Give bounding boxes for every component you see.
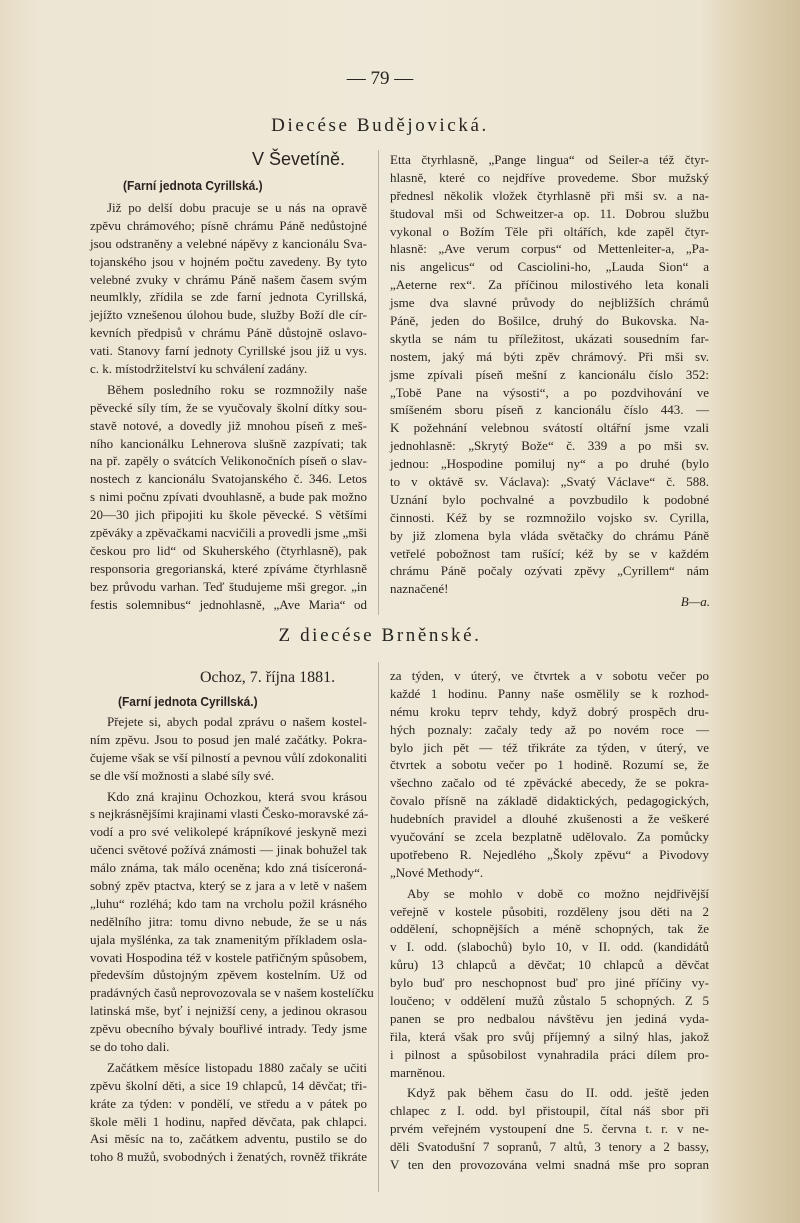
text-line: chlapec z I. odd. byl přistoupil, čítal náš sbor při <box>390 1103 709 1119</box>
text-line: bylo buď pro neschopnost buď pro jiné příčiny vy- <box>390 975 709 991</box>
paragraph <box>390 1084 709 1173</box>
text-line: skytla se nám tu příležitost, ukázati sousedním far- <box>390 330 709 346</box>
text-line: i pilnost a spůsobilost vynahradila práci dílem pro- <box>390 1046 709 1062</box>
text-line: každé 1 hodinu. Panny naše osmělily se k rozhod- <box>390 685 709 701</box>
text-line: hlasně: „Ave verum corpus“ od Mettenleiter-a, „Pa- <box>390 241 709 257</box>
text-line: vykonal o Božím Těle při oltářích, kde zapěl čtyr- <box>390 223 709 239</box>
column-rule <box>378 150 379 615</box>
text-line: sobný zpěv ptactva, který se z jara a v letě v našem <box>90 878 367 894</box>
text-line: jsme zpívali píseň mešní z kancionálu číslo 352: <box>390 366 709 382</box>
text-line: Páně, jeden do Bošilce, druhý do Bukovska. Na- <box>390 313 709 329</box>
text-line: Během posledního roku se rozmnožily naše <box>107 381 367 397</box>
text-line: „Tobě Pane na výsosti“, a po pozdvihování ve <box>390 384 709 400</box>
text-line: málo známa, tak málo oceněna; kdo zná tisíceroná- <box>90 860 367 876</box>
text-line: Kdo zná krajinu Ochozkou, která svou krásou <box>107 788 367 804</box>
text-line: loučeno; v oddělení mužů zůstalo 5 schopných. Z 5 <box>390 993 709 1009</box>
text-line: toho 8 mužů, svobodných i ženatých, rovněž třikráte <box>90 1149 367 1165</box>
column-right-bottom <box>390 667 709 1177</box>
text-line: V ten den provozována velmi snadná mše pro sopran <box>390 1157 709 1173</box>
text-line: naznačené! <box>390 581 449 597</box>
text-line: čtvrtek a sobotu večer po 1 hodině. Rozumí se, že <box>390 757 709 773</box>
text-line: všechno začalo od té zpěvácké abecedy, že se pokra- <box>390 775 709 791</box>
column-left-top <box>90 199 367 616</box>
text-line: čovalo přísně na základě didaktických, pedagogických, <box>390 793 709 809</box>
text-line: nostech z kancionálu Svatojanského č. 346. Letos <box>90 471 367 487</box>
text-line: c. k. místodržitelství ku schválení zadány. <box>90 361 308 377</box>
text-line: hých poznaly: začaly tedy až po novém roce — <box>390 721 709 737</box>
text-line: děli Svatodušní 7 sopranů, 7 altů, 3 tenory a 2 bassy, <box>390 1139 709 1155</box>
text-line: učenci světové požívá známosti — jinak bohužel tak <box>90 842 367 858</box>
text-line: „Nové Methody“. <box>390 864 484 880</box>
text-line: festis solemnibus“ jednohlasně, „Ave Maria“ od <box>90 596 367 612</box>
text-line: smíšeném sboru píseň z kancionálu číslo 443. — <box>390 402 709 418</box>
text-line: responsoria gregorianská, které zpíváme čtyrhlasně <box>90 560 367 576</box>
text-line: chrámu Páně počaly ozývati zpěvy „Cyrillem“ nám <box>390 563 709 579</box>
text-line: přednesl několik vložek čtyrhlasně při mši sv. a na- <box>390 187 709 203</box>
paragraph <box>90 788 374 1056</box>
text-line: Přejete si, abych podal zprávu o našem kostel- <box>107 714 367 729</box>
text-line: Aby se mohlo v době co možno nejdřivější <box>407 885 709 901</box>
text-line: ního kancionálku Lehnerova slušně zazpívati; tak <box>90 435 367 451</box>
text-line: vyučování se zcela bezplatně udělovalo. Za pomůcky <box>390 829 709 845</box>
text-line: se dle vší možnosti a slabé síly své. <box>90 767 275 783</box>
article-subtitle: (Farní jednota Cyrillská.) <box>118 694 258 709</box>
text-line: ujala myšlénka, za tak znamenitým příkladem osla- <box>90 931 367 947</box>
text-line: hudebních pravidel a dlouhé zkušenosti a že veškeré <box>390 811 709 827</box>
text-line: pradávných časů neprovozovala se v našem kostelíčku <box>90 985 374 1001</box>
text-line: činnosti. Kéž by se rozmnožilo vojsko sv. Cyrilla, <box>390 509 709 525</box>
text-line: kráte za týden: v pondělí, ve středu a v pátek po <box>90 1095 367 1111</box>
text-line: prvém veřejném vystoupení dne 5. června t. r. v ne- <box>390 1121 709 1137</box>
text-line: „luhu“ rozléhá; kdo tam na vrcholu požil krásného <box>90 895 367 911</box>
text-line: Již po delší dobu pracuje se u nás na opravě <box>107 200 367 215</box>
column-right-top <box>390 151 709 601</box>
text-line: na př. zapěly o svátcích Velikonočních píseň o slav- <box>90 453 367 469</box>
text-line: hlasně, které co nejdříve provedeme. Sbor mužský <box>390 169 709 185</box>
text-line: s nimi počnu zpívati dvouhlasně, a bude pak možno <box>90 489 367 505</box>
text-line: škole měli 1 hodinu, napřed děvčata, pak chlapci. <box>90 1113 367 1129</box>
paragraph <box>90 381 367 614</box>
text-line: se do toho dali. <box>90 1039 170 1055</box>
text-line: veřejně v kostele působiti, rozděleny jsou děti na 2 <box>390 903 709 919</box>
paragraph <box>390 151 709 598</box>
text-line: jednohlasně: „Skrytý Bože“ č. 339 a po mši sv. <box>390 438 709 454</box>
text-line: latinská mše, byť i nejnižší ceny, a jedinou okrasou <box>90 1003 367 1019</box>
text-line: Asi měsíc na to, začátkem adventu, pustilo se do <box>90 1131 367 1147</box>
text-line: vati. Stanovy farní jednoty Cyrillské jsou již u vys. <box>90 343 367 359</box>
text-line: nis angelicus“ od Casciolini-ho, „Lauda Sion“ a <box>390 259 709 275</box>
article-place-title: V Ševetíně. <box>252 149 346 169</box>
text-line: jsou odstraněny a velebné nápěvy z kancionálu Sva- <box>90 235 367 251</box>
text-line: s nejkrásnějšími krajinami vlasti Česko-moravské zá- <box>90 806 369 822</box>
text-line: zpěvu chrámového; písně chrámu Páně nedůstojné <box>90 217 367 233</box>
text-line: študoval mši od Schweitzer-a op. 11. Dobrou službu <box>390 205 709 221</box>
text-line: jejížto vznešenou úlohou bude, služby Boží dle cír- <box>90 307 367 323</box>
text-line: Začátkem měsíce listopadu 1880 začaly se učiti <box>107 1059 367 1075</box>
text-line: to v oktávě sv. Václava): „Svatý Václave“ č. 588. <box>390 474 709 490</box>
text-line: Uznání bylo pochvalné a povzbudilo k podobné <box>390 491 709 507</box>
text-line: zpěváky a zpěvačkami nacvičili a provedli jsme „mši <box>90 525 367 541</box>
section-heading-brnenske: Z diecése Brněnské. <box>278 625 482 646</box>
text-line: oddělení, schopnějších a méně schopných, tak že <box>390 921 709 937</box>
text-line: nostem, jaký má býti zpěv chrámový. Při mši sv. <box>390 348 709 364</box>
text-line: vodí a pro své velikolepé krápníkové jeskyně mezi <box>90 824 367 840</box>
text-line: 20—30 jich připojiti ku škole pěvecké. S většími <box>90 507 367 523</box>
text-line: „Aeterne rex“. Za příčinou milostivého leta konali <box>390 277 709 293</box>
text-line: zpěvu školní děti, a sice 19 chlapců, 14 děvčat; tři- <box>90 1077 367 1093</box>
text-line: velebné zvuky v chrámu Páně našem časem svým <box>90 271 367 287</box>
text-line: jednou: „Hospodine pomiluj ny“ a po druhé (bylo <box>390 456 709 472</box>
text-line: řila, která však pro svůj příjemný a silný hlas, jakož <box>390 1028 709 1044</box>
text-line: Když pak během času do II. odd. ještě jeden <box>407 1085 709 1101</box>
text-line: bylo jich pět — též třikráte za týden, v úterý, ve <box>390 739 709 755</box>
page-number: — 79 — <box>346 68 414 89</box>
column-rule <box>378 662 379 1192</box>
text-line: zpěvu obecního bývaly bouřlivé intrady. Tedy jsme <box>90 1021 367 1037</box>
text-line: Etta čtyrhlasně, „Pange lingua“ od Seiler-a též čtyr- <box>390 152 709 167</box>
text-line: by již zlomena byla vláda světačky do chrámu Páně <box>390 527 709 543</box>
text-line: čujeme však se vší pilností a pevnou vůlí zdokonaliti <box>90 749 367 765</box>
text-line: marněnou. <box>390 1064 446 1080</box>
text-line: bez průvodu varhan. Teď študujeme mši gregor. „in <box>90 578 367 594</box>
text-line: v I. odd. (slabochů) bylo 10, v II. odd. (kandidátů <box>390 939 709 955</box>
paragraph <box>390 667 709 882</box>
paragraph <box>90 1059 367 1166</box>
text-line: pěvecké síly tím, že se vyučovaly školní dítky sou- <box>90 399 367 415</box>
column-left-bottom <box>90 713 374 1169</box>
article-subtitle: (Farní jednota Cyrillská.) <box>123 178 263 193</box>
text-line: upotřebeno R. Nejedlého „Školy zpěvu“ a Pivodovy <box>390 846 709 862</box>
text-line: vetřelé pobožnost tam rušící; kéž by se v každém <box>390 545 709 561</box>
text-line: kůru) 13 chlapců a děvčat; 10 chlapců a děvčat <box>390 957 709 973</box>
text-line: K požehnání velebnou svátostí oltářní jsme vzali <box>390 420 709 436</box>
paragraph <box>90 713 367 785</box>
text-line: nému kroku teprv tehdy, když dobrý prospěch dru- <box>390 703 709 719</box>
signature: B—a. <box>680 594 710 609</box>
text-line: stavě notové, a dovedly již mnohou píseň z meš- <box>90 417 367 433</box>
text-line: kevních předpisů v chrámu Páně důstojně oslavo- <box>90 325 367 341</box>
text-line: jsme dva slavné průvody do nejbližších chrámů <box>390 295 709 311</box>
text-line: vovati Hospodina též v kostele patřičným spůsobem, <box>90 949 367 965</box>
text-line: za týden, v úterý, ve čtvrtek a v sobotu večer po <box>390 668 709 683</box>
text-line: neumlkly, zřídila se zde farní jednota Cyrillská, <box>90 289 367 305</box>
text-line: ním zpěvu. Jsou to posud jen malé začátky. Pokra- <box>90 731 367 747</box>
section-heading-budejovicka: Diecése Budějovická. <box>271 115 489 136</box>
paragraph <box>90 199 367 378</box>
paragraph <box>390 885 709 1082</box>
text-line: českou pro lid“ od Skuherského (čtyrhlasně), pak <box>90 542 367 558</box>
text-line: panen se pro nedbalou návštěvu jen jediná vyda- <box>390 1010 709 1026</box>
text-line: nedělního jitra: tomu divno nebude, že se u nás <box>90 913 367 929</box>
text-line: především důstojným zpěvem kostelním. Už od <box>90 967 367 983</box>
text-line: tojanského jsou v hojném počtu zavedeny. By tyto <box>90 253 367 269</box>
article-place-title: Ochoz, 7. října 1881. <box>200 669 336 686</box>
